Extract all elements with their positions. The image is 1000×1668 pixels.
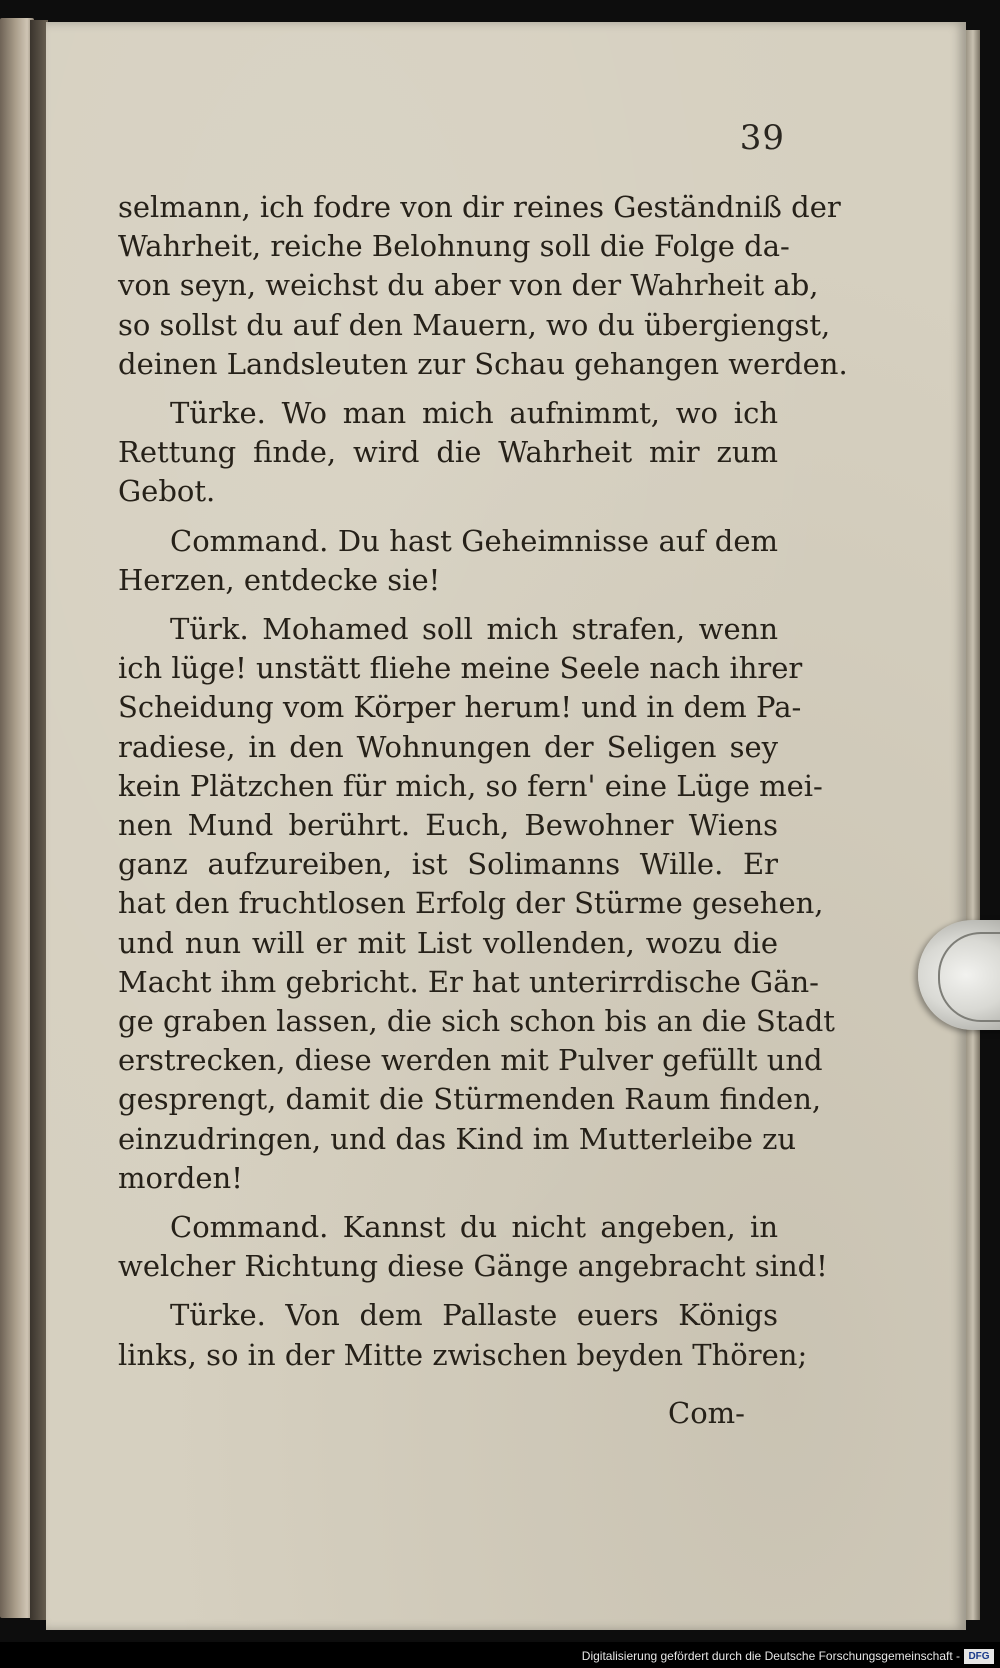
text-line: radiese, in den Wohnungen der Seligen sey [118, 729, 778, 764]
text-line: Türk. Mohamed soll mich strafen, wenn [170, 612, 778, 647]
text-line: ich lüge! unstätt fliehe meine Seele nach ihrer [118, 651, 803, 686]
text-line: ganz aufzureiben, ist Solimanns Wille. Er [118, 847, 778, 882]
page-text [118, 188, 848, 1375]
text-line: selmann, ich fodre von dir reines Geständniß der [118, 190, 841, 224]
text-line: morden! [118, 1160, 243, 1195]
text-line: Wahrheit, reiche Belohnung soll die Folge da- [118, 229, 790, 264]
text-line: von seyn, weichst du aber von der Wahrheit ab, [118, 268, 819, 303]
text-line: links, so in der Mitte zwischen beyden Thören; [118, 1337, 808, 1372]
text-line: kein Plätzchen für mich, so fern' eine Lüge mei- [118, 768, 823, 803]
page-number: 39 [739, 118, 785, 158]
text-line: ge graben lassen, die sich schon bis an die Stadt [118, 1004, 835, 1039]
book-page-edge [966, 30, 980, 1620]
text-line: Macht ihm gebricht. Er hat unterirrdische Gän- [118, 964, 819, 999]
text-line: Rettung finde, wird die Wahrheit mir zum [118, 435, 778, 470]
text-line: einzudringen, und das Kind im Mutterleibe zu [118, 1121, 797, 1156]
text-line: Türke. Von dem Pallaste euers Königs [170, 1298, 778, 1333]
text-line: Türke. Wo man mich aufnimmt, wo ich [170, 396, 778, 431]
text-line: nen Mund berührt. Euch, Bewohner Wiens [118, 808, 778, 843]
text-line: Gebot. [118, 474, 216, 509]
text-line: so sollst du auf den Mauern, wo du übergiengst, [118, 307, 831, 342]
text-line: Command. Kannst du nicht angeben, in [170, 1210, 778, 1245]
text-line: deinen Landsleuten zur Schau gehangen werden. [118, 346, 848, 381]
footer-credit: Digitalisierung gefördert durch die Deutsche Forschungsgemeinschaft - [581, 1649, 960, 1663]
dfg-logo-icon: DFG [964, 1649, 994, 1664]
book-left-edge [0, 18, 34, 1618]
text-line: gesprengt, damit die Stürmenden Raum finden, [118, 1082, 822, 1117]
text-line: Herzen, entdecke sie! [118, 562, 441, 597]
text-line: Command. Du hast Geheimnisse auf dem [170, 523, 778, 558]
catchword: Com- [668, 1396, 745, 1430]
text-line: erstrecken, diese werden mit Pulver gefüllt und [118, 1043, 823, 1078]
text-line: hat den fruchtlosen Erfolg der Stürme gesehen, [118, 886, 824, 921]
text-line: und nun will er mit List vollenden, wozu die [118, 925, 778, 960]
text-line: welcher Richtung diese Gänge angebracht sind! [118, 1249, 828, 1284]
text-line: Scheidung vom Körper herum! und in dem Pa- [118, 690, 802, 725]
